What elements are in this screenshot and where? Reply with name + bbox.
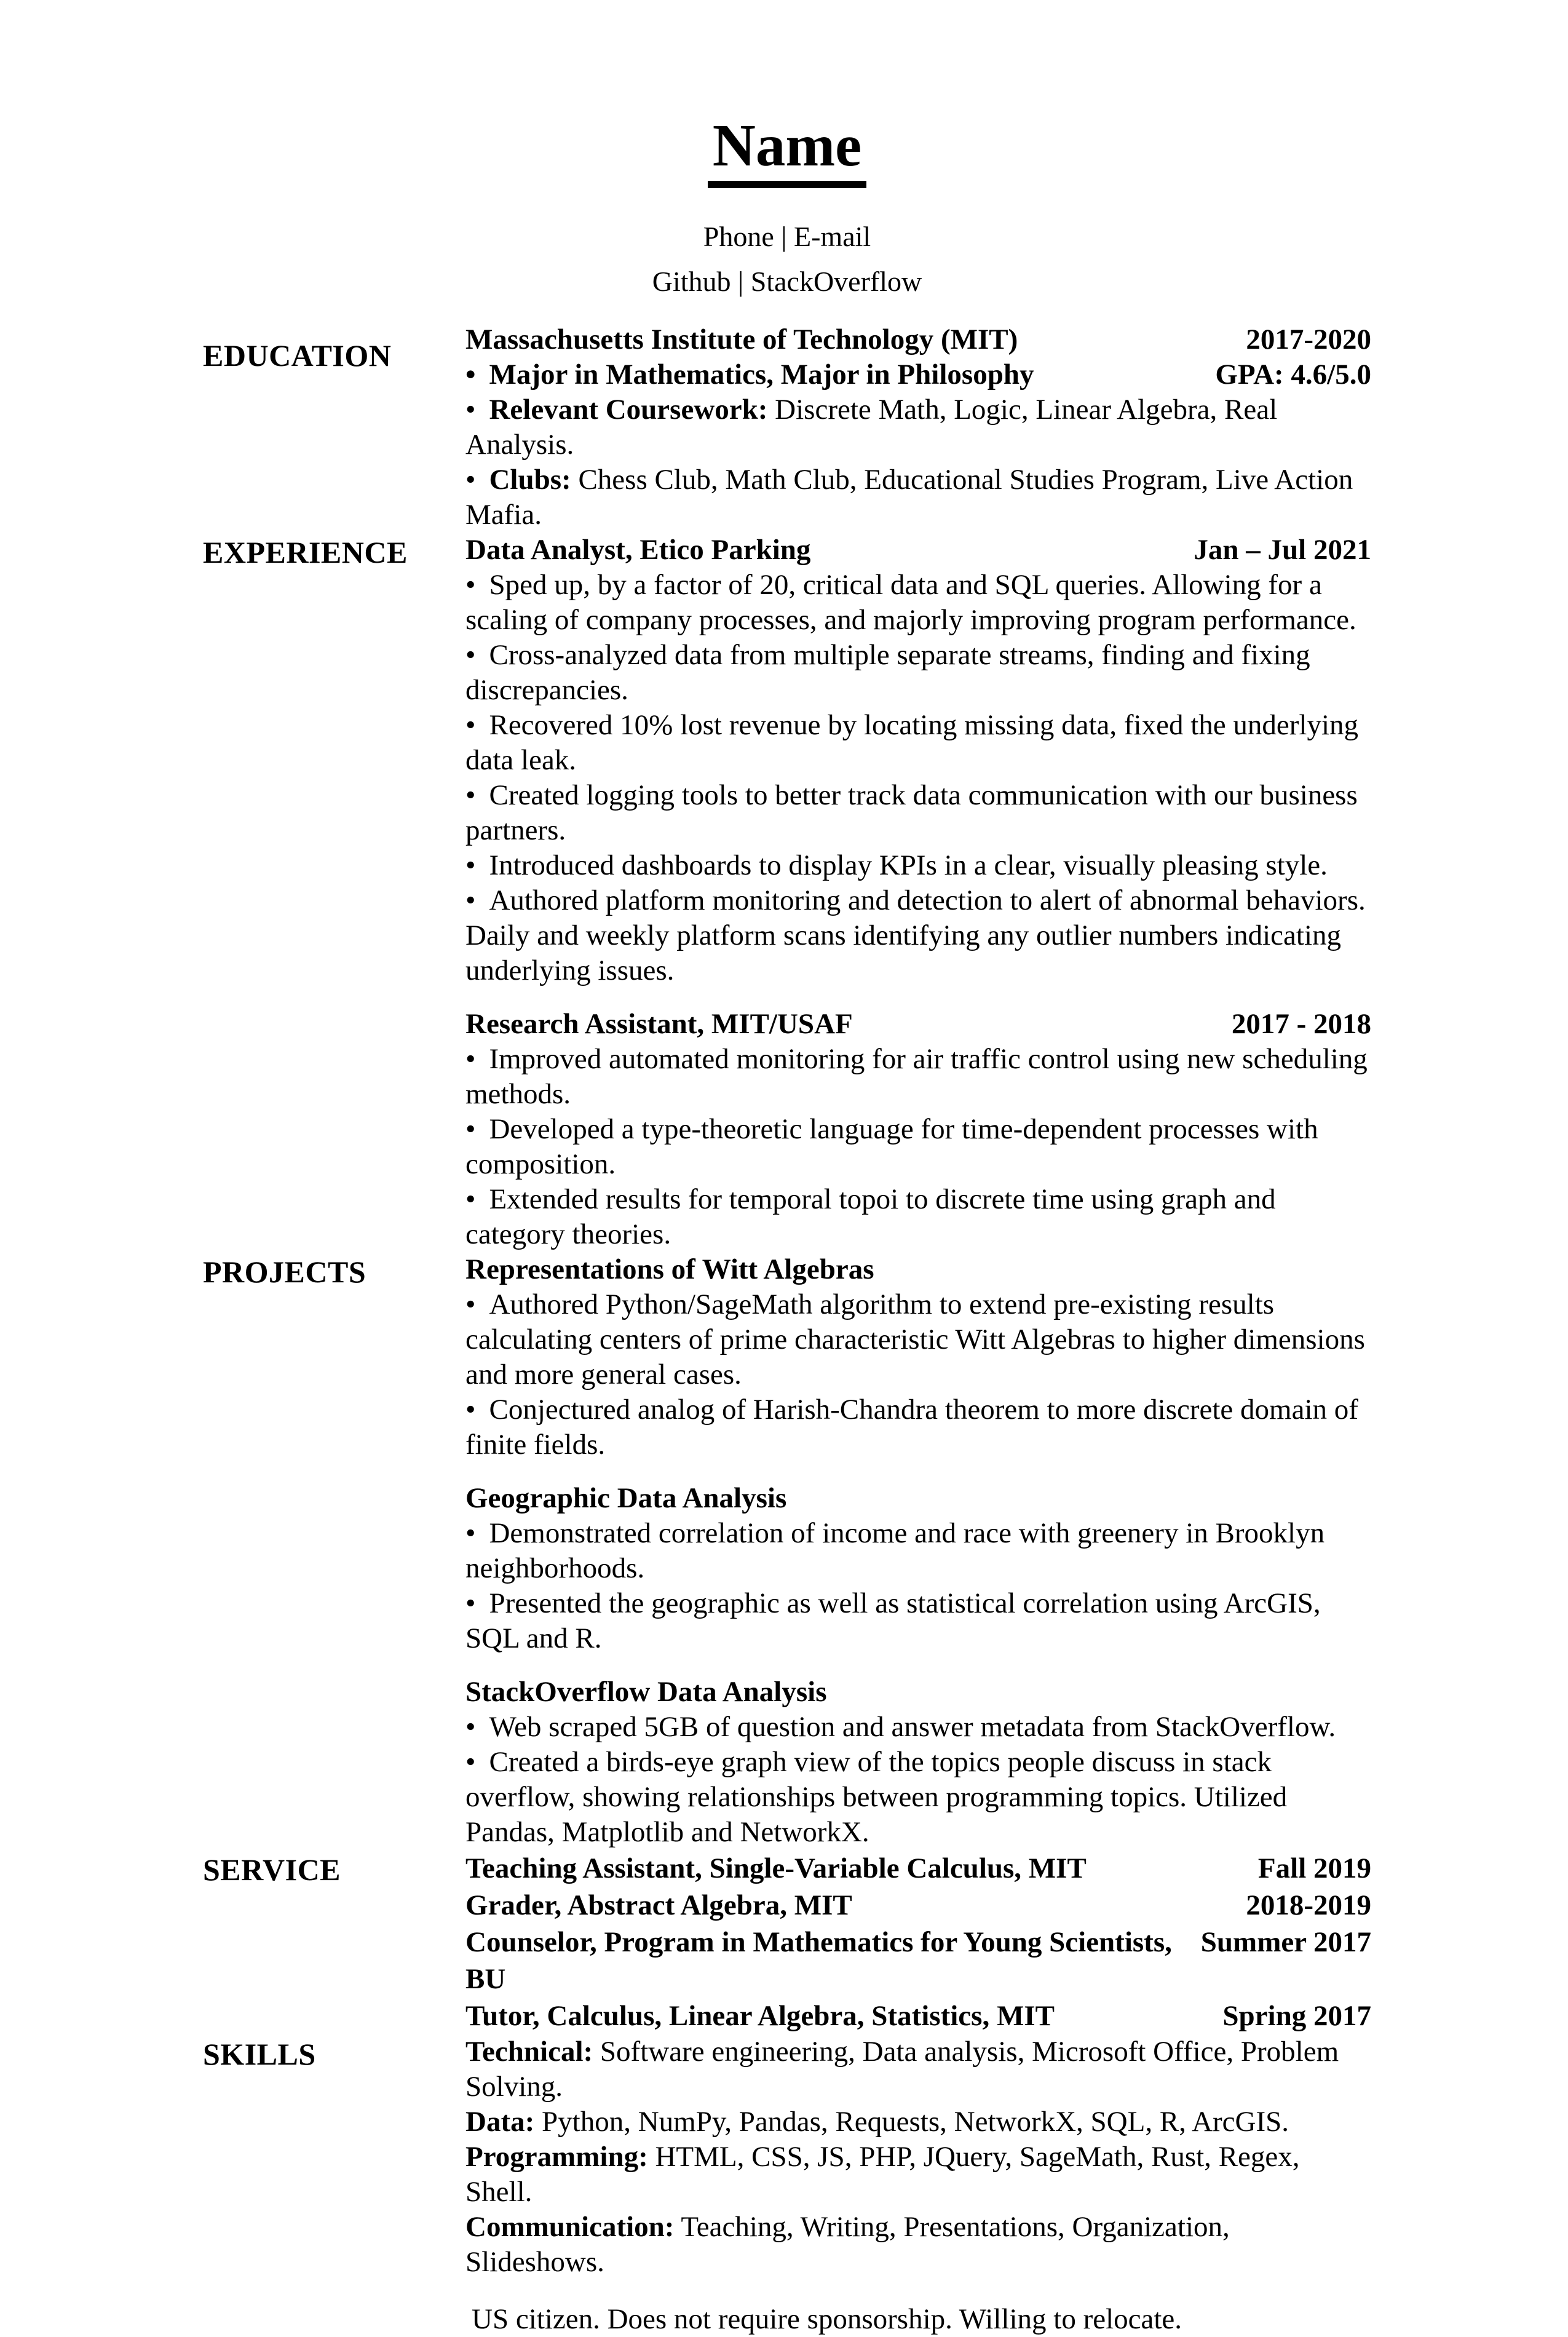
bullet-text: Presented the geographic as well as statistical correlation using ArcGIS, SQL and R. [465,1587,1321,1654]
skills-text: Python, NumPy, Pandas, Requests, NetworkX, SQL, R, ArcGIS. [542,2105,1289,2138]
project-title: StackOverflow Data Analysis [465,1675,827,1708]
clubs-text: Chess Club, Math Club, Educational Studies Program, Live Action Mafia. [465,463,1353,531]
bullet-item [465,708,1371,778]
resume-name-title: Name [708,114,866,188]
section-experience [203,533,1371,1252]
service-dates: 2018-2019 [1246,1889,1371,1921]
bullet-text: Conjectured analog of Harish-Chandra theorem to more discrete domain of finite fields. [465,1393,1358,1461]
skills-row [465,2034,1371,2105]
service-row [465,1887,1371,1924]
service-dates: Spring 2017 [1222,1999,1371,2032]
skills-text: Teaching, Writing, Presentations, Organization, Slideshows. [465,2210,1230,2278]
bullet-item [465,1392,1371,1462]
job-entry-research-assistant [465,1007,1371,1252]
bullet-glyph: • [465,1517,476,1549]
bullet-text: Developed a type-theoretic language for time-dependent processes with composition. [465,1113,1318,1180]
bullet-glyph: • [465,463,476,496]
bullet-glyph: • [465,779,476,811]
section-label-skills: SKILLS [203,2036,316,2071]
job-dates: Jan – Jul 2021 [1194,533,1371,566]
bullet-glyph: • [465,393,476,426]
bullet-item [465,357,1371,392]
bullet-text: Cross-analyzed data from multiple separate streams, finding and fixing discrepancies. [465,638,1310,706]
bullet-item [465,462,1371,533]
bullet-text: Created a birds-eye graph view of the topics people discuss in stack overflow, showing relationships between programming topics. Utilized Pandas, Matplotlib and NetworkX. [465,1745,1288,1848]
service-list [465,1850,1371,2034]
bullet-glyph: • [465,568,476,601]
section-label-experience: EXPERIENCE [203,534,408,569]
service-dates: Fall 2019 [1257,1852,1371,1884]
bullet-item [465,392,1371,462]
bullet-text: Created logging tools to better track data communication with our business partners. [465,779,1358,846]
bullet-item [465,883,1371,988]
skills-category-label: Technical: [465,2035,593,2068]
bullet-item [465,1042,1371,1112]
education-majors: Major in Mathematics, Major in Philosophy [489,358,1034,391]
bullet-glyph: • [465,358,476,391]
section-projects [203,1252,1371,1850]
service-title: Counselor, Program in Mathematics for Young Scientists, BU [465,1926,1172,1995]
job-dates: 2017 - 2018 [1231,1007,1371,1040]
skills-row [465,2105,1371,2140]
bullet-item [465,1287,1371,1392]
section-footer [203,2280,1371,2337]
education-gpa: GPA: 4.6/5.0 [1215,358,1371,391]
bullet-item [465,568,1371,638]
project-entry-witt-algebras [465,1252,1371,1462]
bullet-glyph: • [465,884,476,916]
education-entry [465,322,1371,533]
bullet-text: Improved automated monitoring for air traffic control using new scheduling methods. [465,1042,1368,1110]
job-entry-etico [465,533,1371,988]
project-title: Geographic Data Analysis [465,1482,787,1514]
project-entry-geographic [465,1481,1371,1656]
bullet-text: Extended results for temporal topoi to discrete time using graph and category theories. [465,1183,1276,1250]
skills-row [465,2210,1371,2280]
bullet-text: Web scraped 5GB of question and answer metadata from StackOverflow. [489,1710,1336,1743]
section-education [203,322,1371,533]
bullet-item [465,1586,1371,1656]
skills-category-label: Data: [465,2105,535,2138]
service-title: Teaching Assistant, Single-Variable Calculus, MIT [465,1852,1087,1884]
section-label-projects: PROJECTS [203,1254,366,1289]
bullet-text: Authored Python/SageMath algorithm to extend pre-existing results calculating centers of prime characteristic Witt Algebras to higher dimensions and more general cases. [465,1288,1365,1391]
service-dates: Summer 2017 [1200,1926,1371,1958]
coursework-label: Relevant Coursework: [489,393,768,426]
bullet-text: Sped up, by a factor of 20, critical data and SQL queries. Allowing for a scaling of company processes, and majorly improving program performance. [465,568,1356,636]
job-title: Data Analyst, Etico Parking [465,533,811,566]
skills-list [465,2034,1371,2280]
contact-block [203,214,1371,304]
bullet-item [465,1745,1371,1850]
section-label-service: SERVICE [203,1852,341,1887]
bullet-item [465,848,1371,883]
section-service [203,1850,1371,2034]
skills-category-label: Communication: [465,2210,675,2243]
bullet-text: Recovered 10% lost revenue by locating missing data, fixed the underlying data leak. [465,708,1359,776]
project-entry-stackoverflow [465,1675,1371,1850]
bullet-text: Demonstrated correlation of income and race with greenery in Brooklyn neighborhoods. [465,1517,1325,1584]
school-name: Massachusetts Institute of Technology (MIT) [465,323,1018,355]
bullet-glyph: • [465,849,476,881]
service-row [465,1850,1371,1887]
service-title: Tutor, Calculus, Linear Algebra, Statistics, MIT [465,1999,1055,2032]
contact-line-phone-email: Phone | E-mail [703,220,871,252]
bullet-glyph: • [465,638,476,671]
clubs-label: Clubs: [489,463,571,496]
bullet-item [465,1112,1371,1182]
bullet-glyph: • [465,1042,476,1075]
bullet-glyph: • [465,1393,476,1426]
bullet-glyph: • [465,1587,476,1619]
skills-row [465,2140,1371,2210]
bullet-item [465,638,1371,708]
bullet-text: Authored platform monitoring and detection to alert of abnormal behaviors. Daily and weekly platform scans identifying any outlier numbers indicating underlying issues. [465,884,1366,986]
bullet-glyph: • [465,1113,476,1145]
service-title: Grader, Abstract Algebra, MIT [465,1889,852,1921]
skills-text: HTML, CSS, JS, PHP, JQuery, SageMath, Rust, Regex, Shell. [465,2140,1300,2208]
education-dates: 2017-2020 [1246,323,1371,355]
bullet-glyph: • [465,708,476,741]
bullet-item [465,778,1371,848]
service-row [465,1998,1371,2034]
service-row [465,1924,1371,1998]
contact-line-github-stackoverflow: Github | StackOverflow [652,265,922,297]
project-title: Representations of Witt Algebras [465,1253,874,1285]
bullet-item [465,1516,1371,1586]
bullet-glyph: • [465,1183,476,1215]
bullet-glyph: • [465,1745,476,1778]
citizenship-note: US citizen. Does not require sponsorship. Willing to relocate. [472,2303,1182,2335]
job-title: Research Assistant, MIT/USAF [465,1007,853,1040]
bullet-item [465,1182,1371,1252]
header [203,114,1371,188]
bullet-text: Introduced dashboards to display KPIs in a clear, visually pleasing style. [489,849,1328,881]
bullet-glyph: • [465,1288,476,1320]
coursework-text: Discrete Math, Logic, Linear Algebra, Real Analysis. [465,393,1278,461]
section-label-education: EDUCATION [203,338,392,373]
bullet-glyph: • [465,1710,476,1743]
section-skills [203,2034,1371,2280]
bullet-item [465,1710,1371,1745]
skills-category-label: Programming: [465,2140,648,2173]
skills-text: Software engineering, Data analysis, Microsoft Office, Problem Solving. [465,2035,1339,2103]
